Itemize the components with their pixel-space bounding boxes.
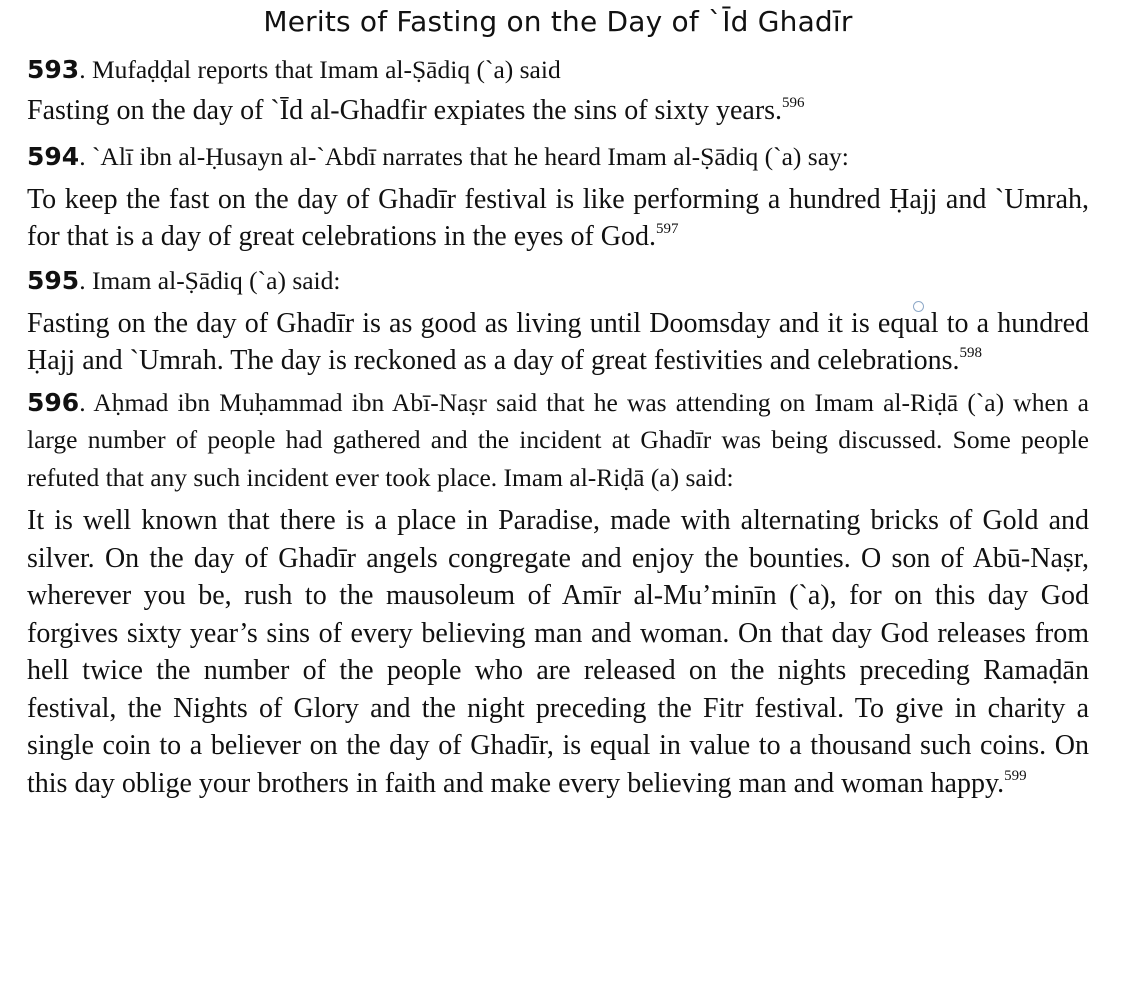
entry-number: 594	[27, 141, 80, 171]
footnote-ref[interactable]: 599	[1004, 767, 1027, 784]
page-title: Merits of Fasting on the Day of `Īd Ghadīr	[263, 5, 853, 38]
entry-intro-text: . `Alī ibn al-Ḥusayn al-`Abdī narrates that he heard Imam al-Ṣādiq (`a) say:	[79, 141, 849, 171]
entry-intro-text: . Imam al-Ṣādiq (`a) said:	[79, 265, 341, 295]
quote-text: Fasting on the day of Ghadīr is as good as living until Doomsday and it is equal to a hundred Ḥajj and `Umrah. The day is reckoned as a day of great festivities and celebrations.	[27, 307, 1089, 376]
entry-596-quote	[27, 502, 1089, 802]
entry-number: 595	[27, 265, 80, 295]
entry-number: 593	[27, 55, 80, 84]
footnote-ref[interactable]: 596	[782, 95, 805, 111]
quote-text: It is well known that there is a place in Paradise, made with alternating bricks of Gold and silver. On the day of Ghadīr angels congregate and enjoy the bounties. O son of Abū-Naṣr, wherever you be, rush to the mausoleum of Amīr al-Mu’minīn (`a), for on this day God forgives sixty year’s sins of every believing man and woman. On that day God releases from hell twice the number of the people who are released on the nights preceding Ramaḍān festival, the Nights of Glory and the night preceding the Fitr festival. To give in charity a single coin to a believer on the day of Ghadīr, is equal in value to a thousand such coins. On this day oblige your brothers in faith and make every believing man and woman happy.	[27, 505, 1089, 799]
entry-intro-text: . Mufaḍḍal reports that Imam al-Ṣādiq (`a) said	[79, 55, 561, 84]
document-page	[27, 0, 1089, 802]
entry-number: 596	[27, 387, 80, 417]
entry-595-intro	[27, 262, 1089, 299]
entry-594-intro	[27, 138, 1089, 175]
entry-593-quote	[27, 92, 1089, 130]
entry-593-intro	[27, 51, 1089, 88]
entry-594-quote	[27, 181, 1089, 256]
quote-text: To keep the fast on the day of Ghadīr festival is like performing a hundred Ḥajj and `Umrah, for that is a day of great celebrations in the eyes of God.	[27, 183, 1089, 252]
footnote-ref[interactable]: 597	[656, 221, 679, 237]
entry-596-intro	[27, 384, 1089, 497]
circle-marker-icon	[913, 301, 924, 312]
entry-intro-text: . Aḥmad ibn Muḥammad ibn Abī-Naṣr said that he was attending on Imam al-Riḍā (`a) when a large number of people had gathered and the incident at Ghadīr was being discussed. Some people refuted that any such incident ever took place. Imam al-Riḍā (a) said:	[27, 387, 1089, 492]
quote-text: Fasting on the day of `Īd al-Ghadfir expiates the sins of sixty years.	[27, 95, 783, 126]
entry-595-quote	[27, 305, 1089, 380]
footnote-ref[interactable]: 598	[959, 345, 982, 361]
